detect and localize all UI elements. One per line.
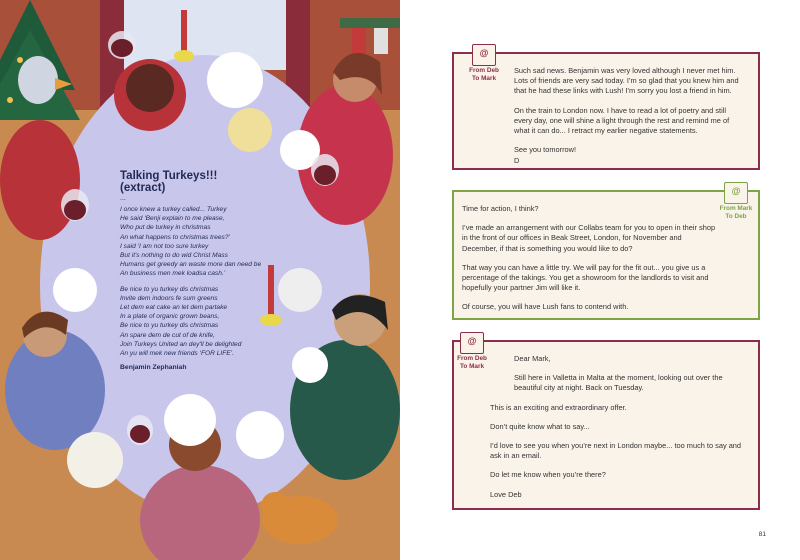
email-paragraph: This is an exciting and extraordinary offer. <box>490 402 627 412</box>
email-badge-deb: @ From Deb To Mark <box>452 332 492 370</box>
email-icon: @ <box>724 182 748 204</box>
poem-title: Talking Turkeys!!! (extract) <box>120 170 218 194</box>
email-icon: @ <box>472 44 496 66</box>
email-paragraph: I’d love to see you when you’re next in London maybe... too much to say and ask in an email. <box>490 441 742 461</box>
email-greeting: Dear Mark, <box>514 354 551 363</box>
email-icon: @ <box>460 332 484 354</box>
email-badge-mark: @ From Mark To Deb <box>716 182 756 220</box>
email-card-mark <box>452 186 760 320</box>
poem-stanza-2: Be nice to yu turkey dis christmas Invite dem indoors fe sum greens Let dem eat cake an let dem partake In a plate of organic grown beans, Be nice to yu turkey dis christmas An spare dem de cut of de knife, Join Turkeys United an dey'll be delighted An yu will mek new friends ‘FOR LIFE’. <box>120 285 242 358</box>
email-paragraph: Time for action, I think? <box>462 204 539 213</box>
email-paragraph: Still here in Valletta in Malta at the moment, looking out over the beautiful city at night. Back on Tuesday. <box>514 373 723 393</box>
email-paragraph: Such sad news. Benjamin was very loved although I never met him. Lots of friends are very sad today. I’m so glad that you knew him and that he had these links with Lush! I’m sorry you lost a friend in him. <box>514 66 739 96</box>
email-page <box>400 0 800 560</box>
poem-author: Benjamin Zephaniah <box>120 364 187 372</box>
email-card-deb-1 <box>452 48 760 170</box>
poem-ellipsis: ... <box>120 195 126 202</box>
email-paragraph: I’ve made an arrangement with our Collabs team for you to open in their shop in the front of our offices in Beak Street, London, for November and December, if that is something you would like to do? <box>462 223 716 253</box>
email-paragraph: On the train to London now. I have to read a lot of poetry and still every day, one will shine a light through the rest and remind me of what it can do... I retract my earlier negative statements. <box>514 105 730 136</box>
email-badge-deb: @ From Deb To Mark <box>464 44 504 82</box>
email-signature: Love Deb <box>490 489 522 499</box>
email-paragraph: Do let me know when you’re there? <box>490 470 606 480</box>
email-paragraph: Don’t quite know what to say... <box>490 421 590 431</box>
email-signature: D <box>514 156 520 166</box>
email-paragraph: See you tomorrow! <box>514 145 577 155</box>
email-card-deb-2 <box>452 336 760 510</box>
email-paragraph: Of course, you will have Lush fans to contend with. <box>462 302 629 312</box>
email-paragraph: That way you can have a little try. We will pay for the fit out... you give us a percentage of the takings. You get a showroom for the landlords to visit and hopefully your partner Jim will like it. <box>462 262 709 293</box>
poem-stanza-1: I once knew a turkey called... Turkey He said ‘Benji explain to me please, Who put de turkey in christmas An what happens to christmas trees?’ I said ‘I am not too sure turkey But it's nothing to do wid Christ Mass Humans get greedy an waste more dan need be An business men mek loadsa cash.’ <box>120 206 262 278</box>
poem <box>120 170 290 371</box>
page-number: 81 <box>758 531 766 538</box>
